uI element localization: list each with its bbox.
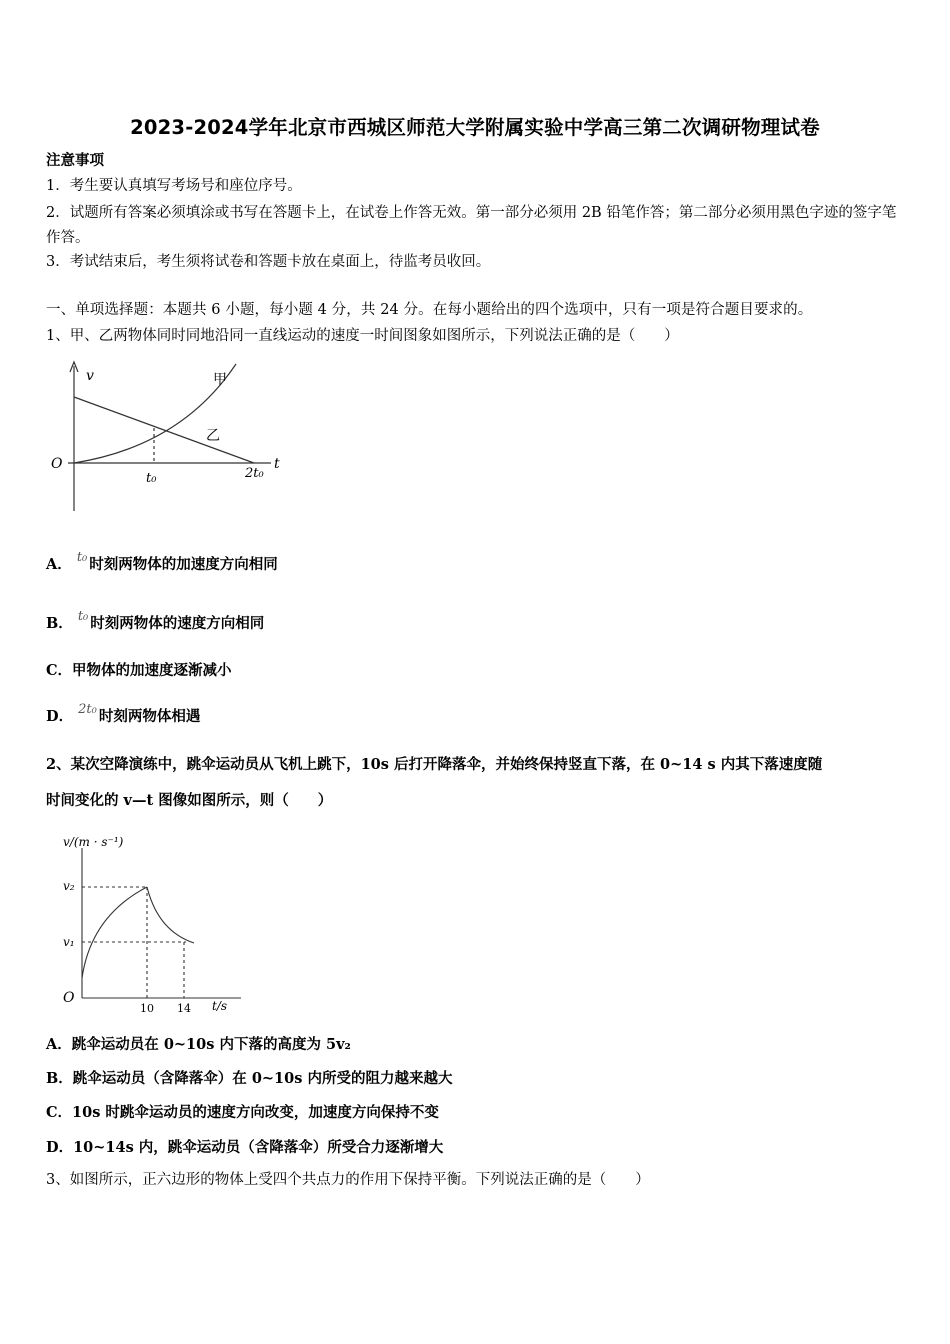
origin-label: O — [51, 456, 63, 472]
tick-t0: t₀ — [146, 471, 157, 486]
q2-option-c: C．10s 时跳伞运动员的速度方向改变，加速度方向保持不变 — [46, 1104, 439, 1121]
page-title: 2023-2024学年北京市西城区师范大学附属实验中学高三第二次调研物理试卷 — [130, 116, 820, 139]
notice-item: 2．试题所有答案必须填涂或书写在答题卡上，在试卷上作答无效。第一部分必须用 2B 铅笔作答；第二部分必须用黑色字迹的签字笔作答。 — [46, 205, 897, 246]
tick-14: 14 — [177, 1002, 191, 1015]
curve-jia — [74, 364, 236, 463]
q1-option-b: B． t₀ 时刻两物体的速度方向相同 — [46, 609, 265, 632]
question-1-stem: 1、甲、乙两物体同时同地沿同一直线运动的速度一时间图象如图所示，下列说法正确的是（ ） — [46, 328, 679, 344]
curve-jia-label: 甲 — [213, 372, 227, 388]
notice-heading: 注意事项 — [46, 152, 104, 169]
q2-option-a: A．跳伞运动员在 0~10s 内下落的高度为 5v₂ — [46, 1036, 351, 1053]
v1-label: v₁ — [63, 935, 75, 949]
line-yi-label: 乙 — [206, 428, 220, 444]
tick-2t0: 2t₀ — [245, 466, 264, 481]
tick-10: 10 — [140, 1002, 154, 1015]
x-label: t — [274, 456, 280, 472]
q2-option-b: B．跳伞运动员（含降落伞）在 0~10s 内所受的阻力越来越大 — [46, 1070, 453, 1087]
line-yi — [74, 397, 254, 463]
q1-option-c: C．甲物体的加速度逐渐减小 — [46, 662, 232, 679]
question-2-stem-line1: 2、某次空降演练中，跳伞运动员从飞机上跳下，10s 后打开降落伞，并始终保持竖直下落，在 0~14 s 内其下落速度随 — [46, 756, 823, 773]
q2-option-d: D．10~14s 内，跳伞运动员（含降落伞）所受合力逐渐增大 — [46, 1139, 444, 1156]
question-2-stem-line2: 时间变化的 v—t 图像如图所示，则（ ） — [46, 792, 333, 809]
q1-vt-graph — [46, 356, 296, 516]
q1-option-d: D． 2t₀ 时刻两物体相遇 — [46, 702, 201, 725]
v2-label: v₂ — [63, 879, 75, 893]
y-label: v/(m · s⁻¹) — [63, 835, 124, 849]
notice-item: 3．考试结束后，考生须将试卷和答题卡放在桌面上，待监考员收回。 — [46, 254, 491, 270]
q2-vt-graph — [46, 826, 246, 1022]
section-heading: 一、单项选择题：本题共 6 小题，每小题 4 分，共 24 分。在每小题给出的四个选项中，只有一项是符合题目要求的。 — [46, 302, 813, 318]
notice-item: 1．考生要认真填写考场号和座位序号。 — [46, 178, 302, 194]
origin-label: O — [63, 990, 75, 1006]
y-label: v — [86, 368, 94, 384]
question-3-stem: 3、如图所示，正六边形的物体上受四个共点力的作用下保持平衡。下列说法正确的是（ ） — [46, 1172, 650, 1188]
curve-0-10 — [82, 887, 147, 978]
curve-10-14 — [147, 887, 194, 943]
x-label: t/s — [212, 999, 228, 1013]
q1-option-a: A． t₀ 时刻两物体的加速度方向相同 — [46, 550, 278, 573]
